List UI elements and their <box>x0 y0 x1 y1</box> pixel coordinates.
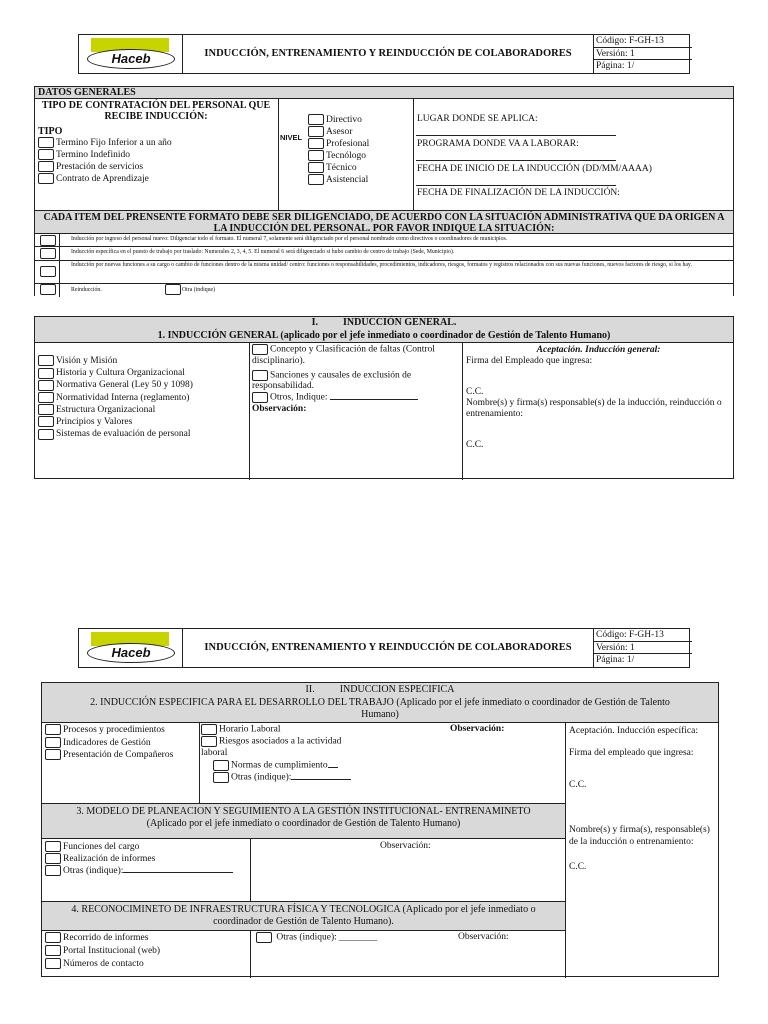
checkbox[interactable] <box>38 161 54 172</box>
check-item[interactable]: Normatividad Interna (reglamento) <box>38 392 248 404</box>
check-item[interactable]: Sistemas de evaluación de personal <box>38 428 248 440</box>
section4-subtitle: 4. RECONOCIMINETO DE INFRAESTRUCTURA FÍSICA Y TECNOLOGICA (Aplicado por el jefe inmediato o coordinador de Gestión de Talento Humano). <box>42 901 565 931</box>
tipo-option[interactable]: Termino Fijo Inferior a un año <box>38 137 276 149</box>
checkbox[interactable] <box>308 126 324 137</box>
observation-label: Observación: <box>458 932 509 942</box>
form-meta <box>593 629 692 667</box>
observation-label: Observación: <box>450 724 505 734</box>
checkbox[interactable] <box>45 932 61 943</box>
cc-field[interactable]: C.C. <box>569 862 587 872</box>
check-item[interactable]: Presentación de Compañeros <box>45 749 197 762</box>
check-item[interactable]: Concepto y Clasificación de faltas (Control disciplinario). <box>252 344 435 366</box>
checkbox[interactable] <box>256 932 272 943</box>
lugar-field[interactable]: LUGAR DONDE SE APLICA: <box>417 114 538 124</box>
logo-text: Haceb <box>87 643 175 663</box>
form-title: INDUCCIÓN, ENTRENAMIENTO Y REINDUCCIÓN DE COLABORADORES <box>204 642 572 653</box>
form-code: Código: F-GH-13 <box>594 35 692 48</box>
haceb-logo <box>79 629 183 667</box>
section4-items <box>45 932 249 971</box>
checkbox[interactable] <box>308 162 324 173</box>
checkbox[interactable] <box>38 173 54 184</box>
check-item[interactable]: Recorrido de informes <box>45 932 249 945</box>
observation-label: Observación: <box>252 404 307 415</box>
section2-acceptance: Aceptación. Inducción específica: Firma del empleado que ingresa: C.C. Nombre(s) y firma(s), responsable(s) de la inducción o entrenamiento: C.C. <box>569 725 717 873</box>
form-page: Página: 1/ <box>596 655 635 666</box>
checkbox[interactable] <box>308 138 324 149</box>
nivel-option[interactable]: Directivo <box>308 114 412 126</box>
tipo-option[interactable]: Contrato de Aprendizaje <box>38 173 276 185</box>
check-item[interactable]: Otras (indique): <box>201 772 361 784</box>
fecha-fin-field[interactable]: FECHA DE FINALIZACIÓN DE LA INDUCCIÓN: <box>417 188 620 198</box>
situation-row[interactable]: Reinducción. Otra (indique) <box>35 283 733 297</box>
form-version: Versión: 1 <box>594 642 692 655</box>
check-item[interactable]: Otros, Indique: <box>252 392 460 404</box>
check-item[interactable]: Números de contacto <box>45 958 249 971</box>
checkbox[interactable] <box>165 284 181 295</box>
form-header <box>78 34 690 74</box>
programa-field[interactable]: PROGRAMA DONDE VA A LABORAR: <box>417 139 579 149</box>
logo-text: Haceb <box>87 49 175 69</box>
check-item[interactable]: Funciones del cargo <box>45 841 249 853</box>
checkbox[interactable] <box>38 380 54 391</box>
firma-empleado[interactable]: Firma del Empleado que ingresa: <box>466 356 593 366</box>
check-item[interactable]: Estructura Organizacional <box>38 404 248 416</box>
check-item[interactable]: Normas de cumplimiento <box>201 760 361 772</box>
form-code: Código: F-GH-13 <box>594 629 692 642</box>
haceb-logo <box>79 35 183 73</box>
responsable-field[interactable]: Nombre(s) y firma(s), responsable(s) de la inducción o entrenamiento: <box>569 825 710 847</box>
nivel-option[interactable]: Técnico <box>308 162 412 174</box>
checkbox[interactable] <box>38 404 54 415</box>
responsable-field[interactable]: Nombre(s) y firma(s) responsable(s) de la inducción, reinducción o entrenamiento: <box>466 398 722 419</box>
form-header-2 <box>78 628 690 668</box>
checkbox[interactable] <box>213 772 229 783</box>
tipo-option[interactable]: Prestación de servicios <box>38 161 276 173</box>
checkbox[interactable] <box>45 841 61 852</box>
form-meta <box>593 35 692 73</box>
check-item[interactable]: Horario Laboral <box>201 724 361 736</box>
situations <box>35 234 733 297</box>
checkbox[interactable] <box>38 392 54 403</box>
checkbox[interactable] <box>252 392 268 403</box>
tipo-options <box>38 137 276 185</box>
datos-title: DATOS GENERALES <box>35 87 733 99</box>
checkbox[interactable] <box>38 368 54 379</box>
check-item[interactable]: Realización de informes <box>45 853 249 865</box>
check-item[interactable]: Portal Institucional (web) <box>45 945 249 958</box>
check-item[interactable]: Otras (indique): <box>45 865 249 877</box>
contract-title: TIPO DE CONTRATACIÓN DEL PERSONAL QUE RECIBE INDUCCIÓN: <box>41 100 271 122</box>
checkbox[interactable] <box>45 724 61 735</box>
observation-label: Observación: <box>380 841 431 851</box>
checkbox[interactable] <box>45 958 61 969</box>
section-1 <box>34 316 734 479</box>
section1-mid-items <box>252 344 460 415</box>
situation-row[interactable]: Inducción por ingreso del personal nuevo: Diligenciar todo el formato. El numeral 7, solamente será diligenciado por el personal nombrado como directivos o coordinadores de municipios. <box>35 234 733 247</box>
checkbox[interactable] <box>45 749 61 760</box>
checkbox[interactable] <box>38 149 54 160</box>
checkbox[interactable] <box>308 114 324 125</box>
checkbox[interactable] <box>40 235 56 246</box>
check-item[interactable]: Principios y Valores <box>38 416 248 428</box>
check-item[interactable]: Visión y Misión <box>38 355 248 367</box>
checkbox[interactable] <box>40 284 56 295</box>
checkbox[interactable] <box>201 724 217 735</box>
section2-title-row: II. INDUCCION ESPECIFICA <box>42 683 718 697</box>
checkbox[interactable] <box>45 865 61 876</box>
nivel-option[interactable]: Asesor <box>308 126 412 138</box>
form-version: Versión: 1 <box>594 48 692 61</box>
nivel-label: NIVEL <box>280 133 303 142</box>
check-item[interactable]: Procesos y procedimientos <box>45 724 197 737</box>
fecha-inicio-field[interactable]: FECHA DE INICIO DE LA INDUCCIÓN (DD/MM/AAAA) <box>417 164 652 174</box>
checkbox[interactable] <box>308 174 324 185</box>
situation-row[interactable]: Inducción por nuevas funciones a su cargo o cambio de funciones dentro de la misma unidad/ centro: funciones o responsabilidades, procedimientos, indicadores, riesgos, formatos y registros relacionados con sus nuevas funciones, nuevos factores de riesgo, si los hay. <box>35 260 733 284</box>
section1-left-items <box>38 355 248 440</box>
form-page: Página: 1/ <box>596 61 635 72</box>
checkbox[interactable] <box>252 370 268 381</box>
section3-items <box>45 841 249 877</box>
check-item[interactable]: Sanciones y causales de exclusión de responsabilidad. <box>252 370 412 392</box>
nivel-option[interactable]: Asistencial <box>308 174 412 186</box>
checkbox[interactable] <box>45 945 61 956</box>
tipo-option[interactable]: Termino Indefinido <box>38 149 276 161</box>
cc-field[interactable]: C.C. <box>569 780 587 790</box>
checkbox[interactable] <box>213 760 229 771</box>
nivel-options <box>308 114 412 186</box>
cc-field[interactable]: C.C. <box>466 387 484 397</box>
section2-subtitle: 2. INDUCCIÓN ESPECIFICA PARA EL DESARROLLO DEL TRABAJO (Aplicado por el jefe inmediato o coordinador de Gestión de Talento Humano) <box>42 696 718 723</box>
firma-empleado[interactable]: Firma del empleado que ingresa: <box>569 748 694 758</box>
form-title: INDUCCIÓN, ENTRENAMIENTO Y REINDUCCIÓN DE COLABORADORES <box>204 48 572 59</box>
checkbox[interactable] <box>38 137 54 148</box>
cc-field[interactable]: C.C. <box>466 440 484 450</box>
checkbox[interactable] <box>201 736 217 747</box>
nivel-option[interactable]: Profesional <box>308 138 412 150</box>
section2-col2 <box>201 724 361 784</box>
check-item[interactable]: Historia y Cultura Organizacional <box>38 367 248 379</box>
checkbox[interactable] <box>38 429 54 440</box>
situation-row[interactable]: Inducción específica en el puesto de trabajo por traslado: Numerales 2, 3, 4, 5. El numeral 6 será diligenciado si hubo cambio de centro de trabajo (Sede, Municipio). <box>35 246 733 261</box>
section4-otras[interactable]: Otras (indique): ________ <box>256 932 377 943</box>
checkbox[interactable] <box>252 344 268 355</box>
checkbox[interactable] <box>40 266 56 277</box>
section1-acceptance: Aceptación. Inducción general: Firma del Empleado que ingresa: C.C. Nombre(s) y firma(s) responsable(s) de la inducción, reinducción o entrenamiento: C.C. <box>466 345 731 451</box>
check-item[interactable]: Normativa General (Ley 50 y 1098) <box>38 379 248 391</box>
section-2 <box>41 682 719 977</box>
nivel-option[interactable]: Tecnólogo <box>308 150 412 162</box>
tipo-label: TIPO <box>38 126 63 137</box>
checkbox[interactable] <box>40 248 56 259</box>
checkbox[interactable] <box>38 355 54 366</box>
instruction-band: CADA ITEM DEL PRENSENTE FORMATO DEBE SER DILIGENCIADO, DE ACUERDO CON LA SITUACIÓN ADMINISTRATIVA QUE DA ORIGEN A LA INDUCCIÓN DEL PERSONAL. POR FAVOR INDIQUE LA SITUACIÓN: <box>35 210 733 234</box>
checkbox[interactable] <box>308 150 324 161</box>
checkbox[interactable] <box>38 416 54 427</box>
section1-title-row: I. INDUCCIÓN GENERAL. <box>35 317 733 330</box>
check-item[interactable]: Riesgos asociados a la actividad laboral <box>201 736 342 759</box>
checkbox[interactable] <box>45 853 61 864</box>
section1-subtitle: 1. INDUCCIÓN GENERAL (aplicado por el jefe inmediato o coordinador de Gestión de Talento Humano) <box>35 329 733 343</box>
datos-generales <box>34 86 734 296</box>
check-item[interactable]: Indicadores de Gestión <box>45 737 197 750</box>
checkbox[interactable] <box>45 737 61 748</box>
section3-subtitle: 3. MODELO DE PLANEACION Y SEGUIMIENTO A LA GESTIÓN INSTITUCIONAL- ENTRENAMINETO (Aplicado por el jefe inmediato o coordinador de Gestión de Talento Humano) <box>42 803 565 839</box>
section2-col1 <box>45 724 197 762</box>
